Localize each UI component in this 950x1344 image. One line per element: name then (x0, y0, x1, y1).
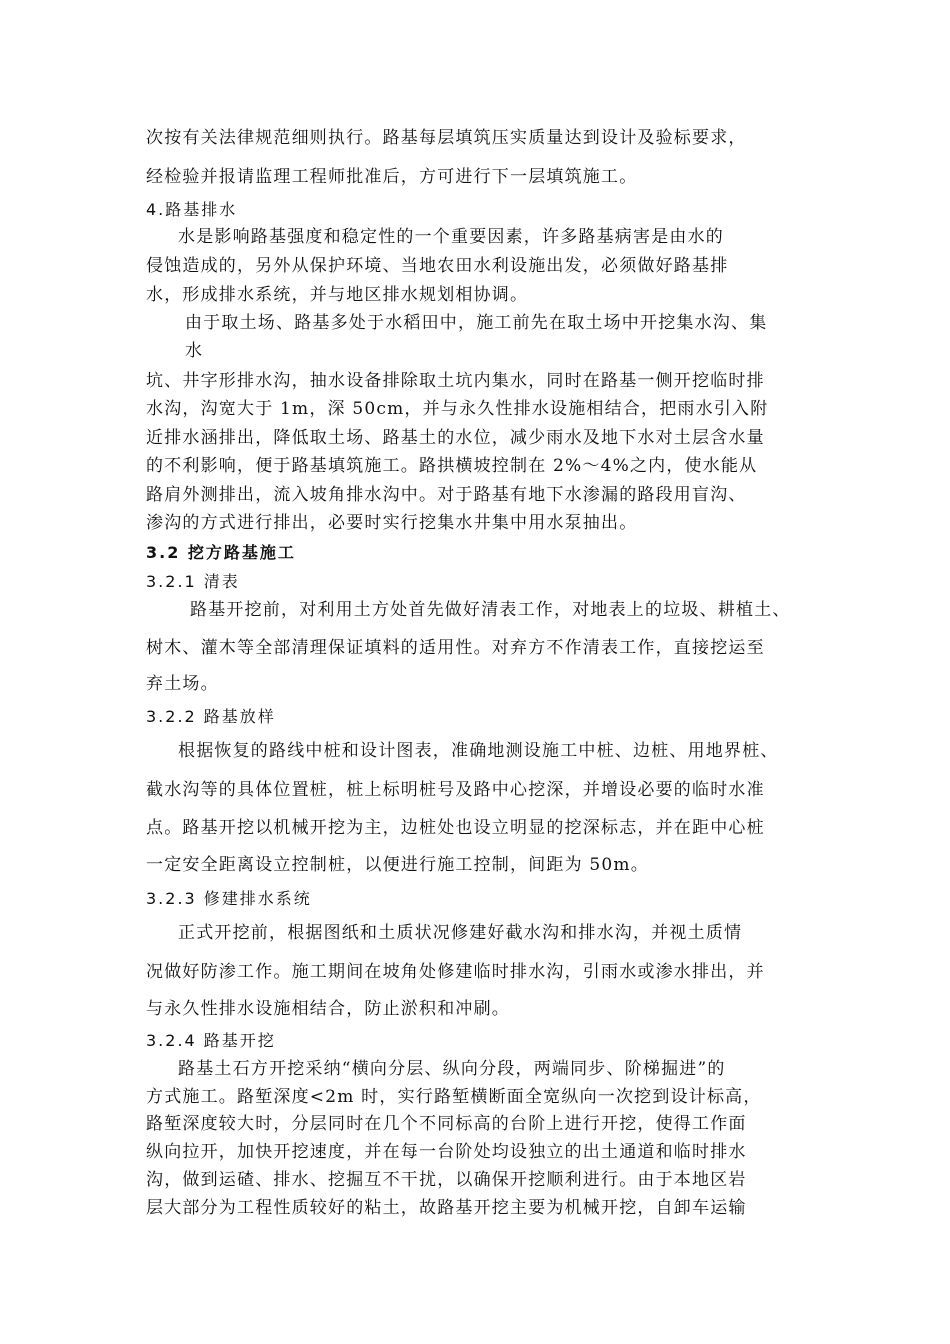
body-line: 根据恢复的路线中桩和设计图表，准确地测设施工中桩、边桩、用地界桩、 (178, 741, 779, 761)
body-line: 次按有关法律规范细则执行。路基每层填筑压实质量达到设计及验标要求， (146, 128, 747, 148)
body-line: 水沟，沟宽大于 1m，深 50cm，并与永久性排水设施相结合，把雨水引入附 (146, 399, 769, 419)
body-line: 水，形成排水系统，并与地区排水规划相协调。 (146, 285, 529, 305)
body-line: 层大部分为工程性质较好的粘土，故路基开挖主要为机械开挖，自卸车运输 (146, 1198, 747, 1218)
body-line: 弃土场。 (146, 674, 219, 694)
body-line: 的不利影响，便于路基填筑施工。路拱横坡控制在 2%～4%之内，使水能从 (146, 456, 758, 476)
body-line: 路堑深度较大时，分层同时在几个不同标高的台阶上进行开挖，使得工作面 (146, 1114, 747, 1134)
section-heading: 4.路基排水 (146, 200, 238, 219)
body-line: 点。路基开挖以机械开挖为主，边桩处也设立明显的挖深标志，并在距中心桩 (146, 818, 765, 838)
body-line: 路肩外测排出，流入坡角排水沟中。对于路基有地下水渗漏的路段用盲沟、 (146, 485, 747, 505)
body-line: 渗沟的方式进行排出，必要时实行挖集水井集中用水泵抽出。 (146, 513, 638, 533)
body-line: 经检验并报请监理工程师批准后，方可进行下一层填筑施工。 (146, 166, 673, 191)
subsection-heading: 3.2.1 清表 (146, 572, 240, 591)
body-line: 水 (185, 341, 204, 361)
body-line: 沟，做到运碴、排水、挖掘互不干扰，以确保开挖顺利进行。由于本地区岩 (146, 1170, 747, 1190)
body-line: 截水沟等的具体位置桩，桩上标明桩号及路中心挖深，并增设必要的临时水准 (146, 780, 765, 800)
watermark (647, 174, 672, 185)
body-line: 一定安全距离设立控制桩，以便进行施工控制，间距为 50m。 (146, 855, 649, 875)
body-line: 路基开挖前，对利用土方处首先做好清表工作，对地表上的垃圾、耕植土、 (190, 600, 791, 620)
body-line: 侵蚀造成的，另外从保护环境、当地农田水利设施出发，必须做好路基排 (146, 256, 729, 276)
body-line: 方式施工。路堑深度<2m 时，实行路堑横断面全宽纵向一次挖到设计标高， (146, 1087, 762, 1107)
section-heading: 3.2 挖方路基施工 (146, 543, 296, 562)
subsection-heading: 3.2.4 路基开挖 (146, 1031, 276, 1050)
subsection-heading: 3.2.3 修建排水系统 (146, 889, 312, 908)
body-line: 路基土石方开挖采纳“横向分层、纵向分段，两端同步、阶梯掘进”的 (178, 1059, 726, 1079)
body-line: 况做好防渗工作。施工期间在坡角处修建临时排水沟，引雨水或渗水排出，并 (146, 962, 765, 982)
subsection-heading: 3.2.2 路基放样 (146, 707, 276, 726)
body-line: 树木、灌木等全部清理保证填料的适用性。对弃方不作清表工作，直接挖运至 (146, 638, 765, 658)
body-line: 正式开挖前，根据图纸和土质状况修建好截水沟和排水沟，并视土质情 (178, 923, 743, 943)
body-line: 与永久性排水设施相结合，防止淤积和冲刷。 (146, 999, 510, 1019)
body-line: 近排水涵排出，降低取土场、路基土的水位，减少雨水及地下水对土层含水量 (146, 428, 765, 448)
body-line: 水是影响路基强度和稳定性的一个重要因素，许多路基病害是由水的 (178, 227, 724, 247)
body-line: 坑、井字形排水沟，抽水设备排除取土坑内集水，同时在路基一侧开挖临时排 (146, 371, 765, 391)
body-line: 纵向拉开，加快开挖速度，并在每一台阶处均设独立的出土通道和临时排水 (146, 1142, 747, 1162)
body-line: 由于取土场、路基多处于水稻田中，施工前先在取土场中开挖集水沟、集 (185, 313, 768, 333)
